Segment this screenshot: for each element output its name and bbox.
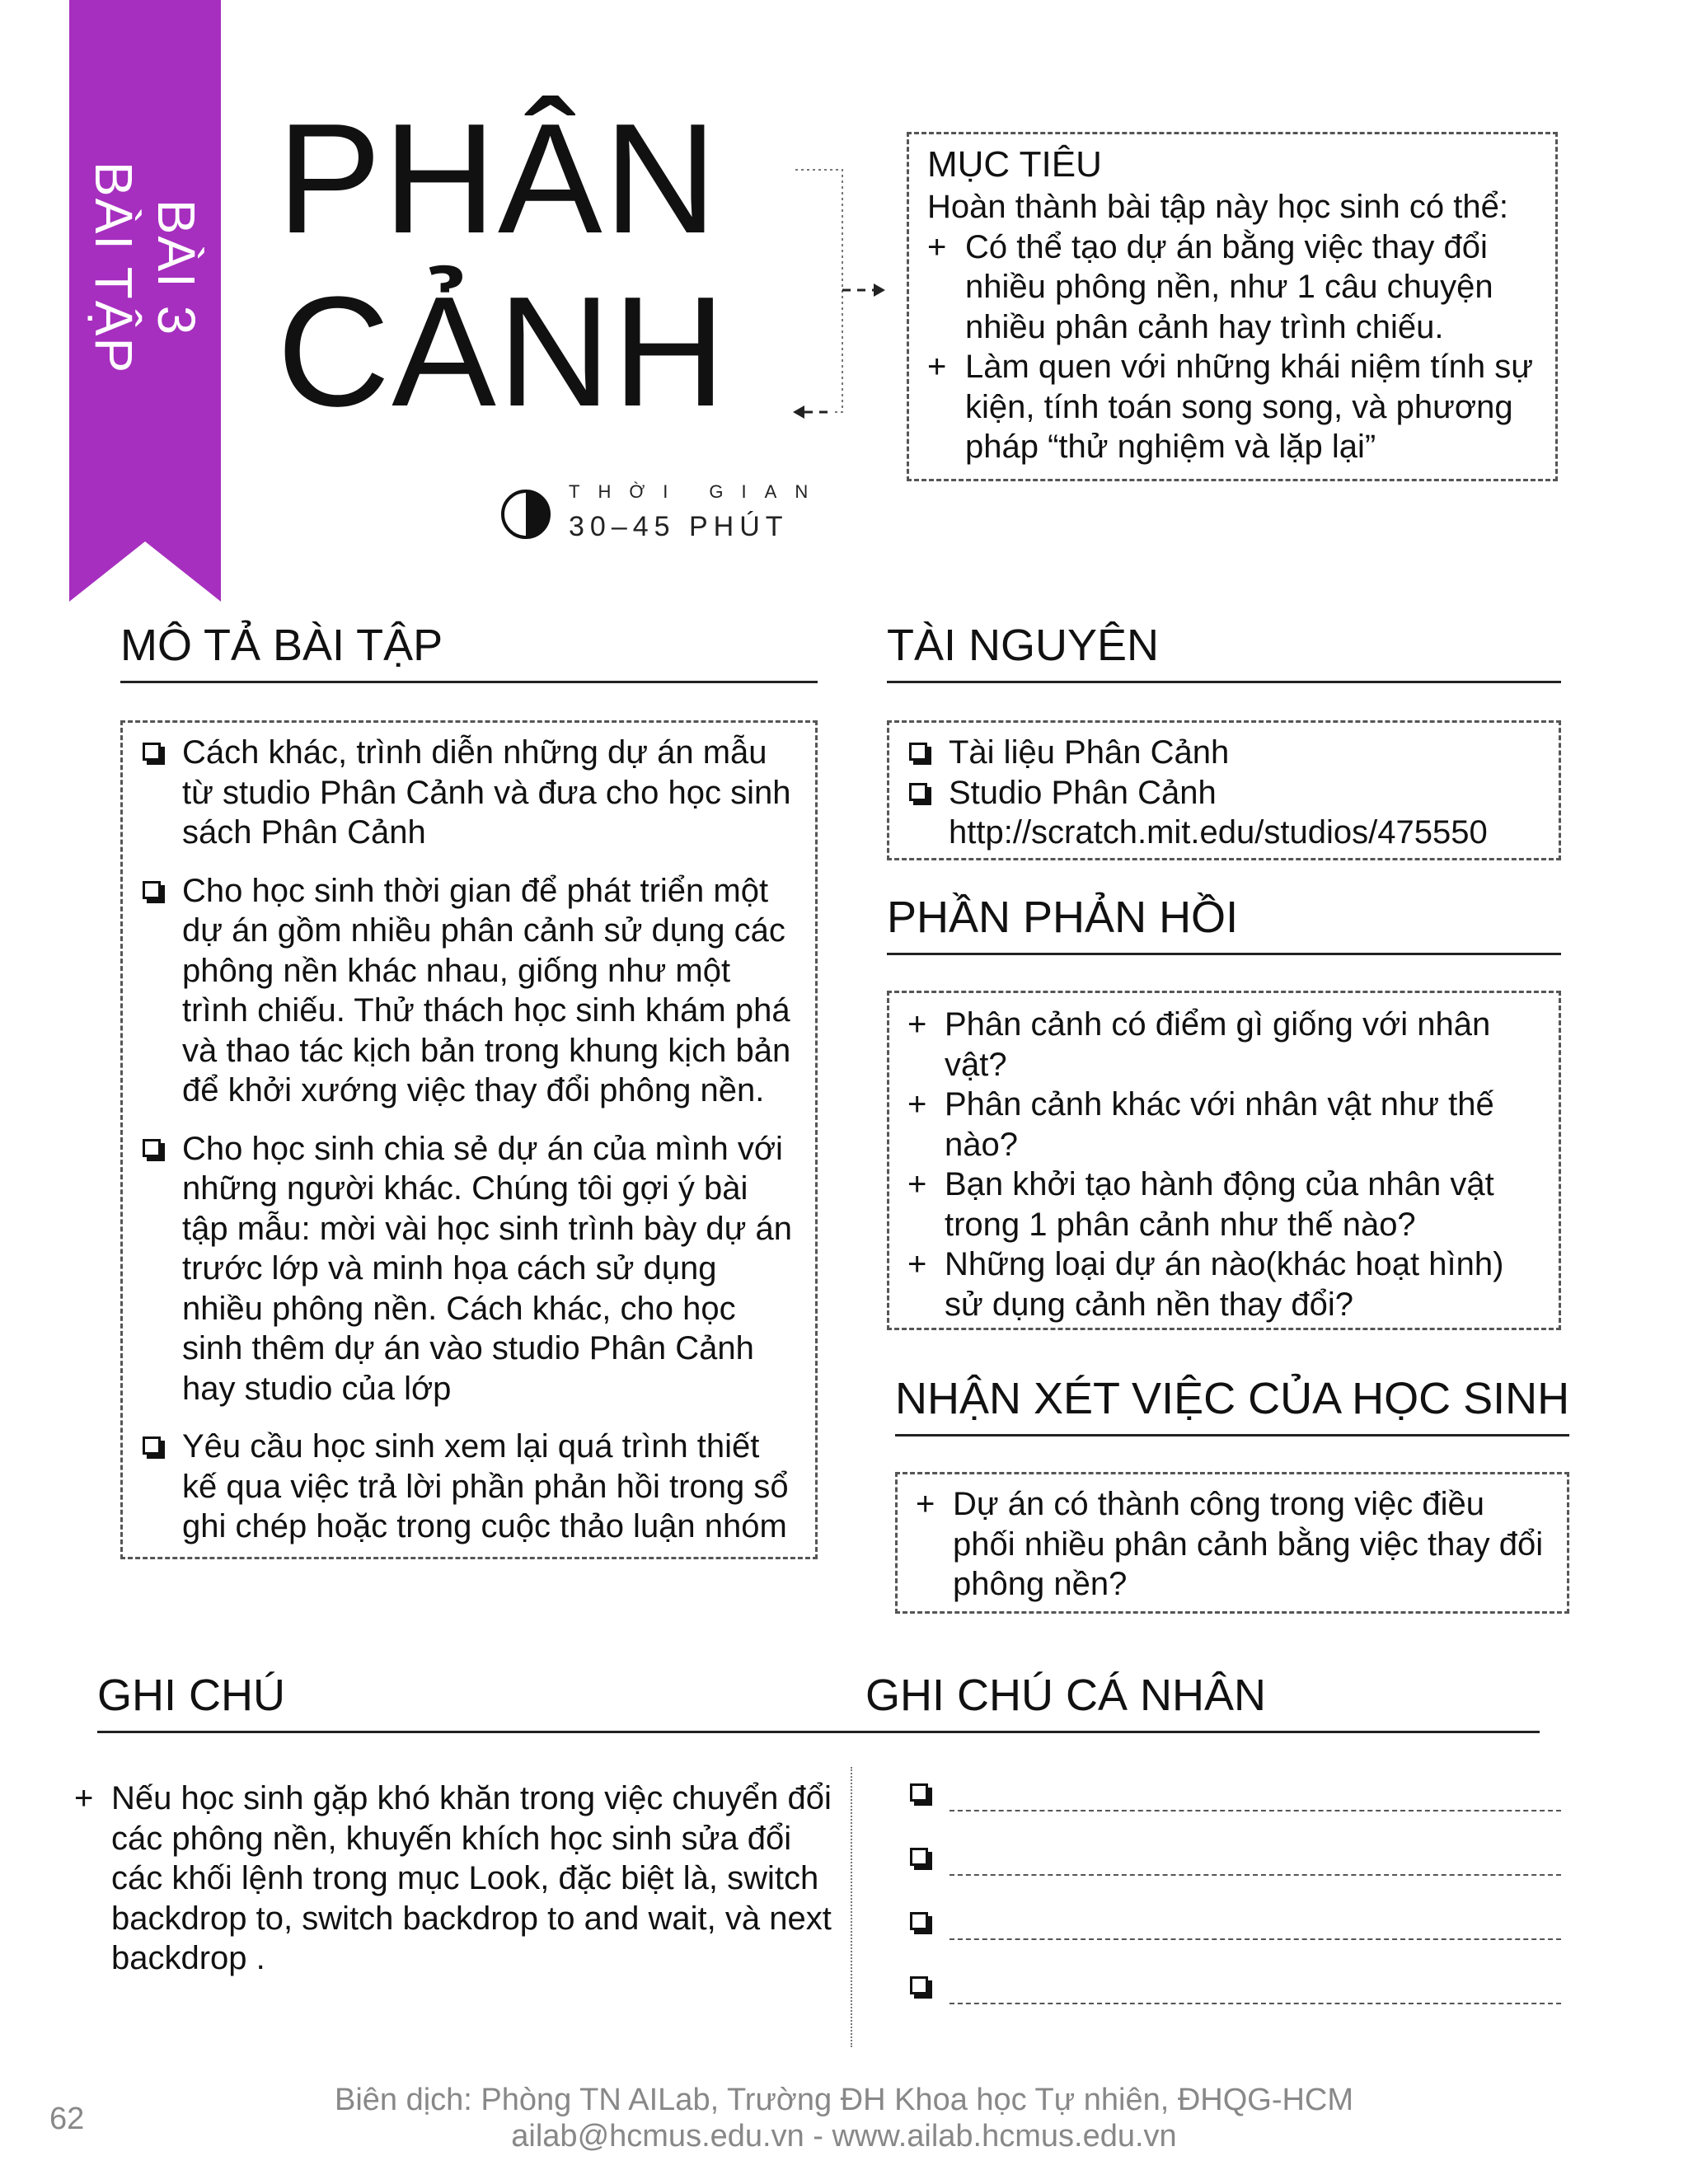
- ribbon-label: [69, 0, 221, 536]
- reflection-box: [887, 991, 1561, 1330]
- objectives-heading: MỤC TIÊU: [927, 144, 1102, 185]
- title-line-2: CẢNH: [277, 265, 728, 439]
- personal-notes-list: [910, 1780, 1561, 2037]
- notes-divider: [851, 1767, 852, 2047]
- student-work-heading: NHẬN XÉT VIỆC CỦA HỌC SINH: [895, 1374, 1570, 1423]
- page-title: [277, 92, 727, 438]
- notes-rule: [97, 1731, 1540, 1733]
- footer-contact: ailab@hcmus.edu.vn - www.ailab.hcmus.edu.vn: [511, 2119, 1177, 2154]
- reflection-item: + Phân cảnh có điểm gì giống với nhân vật?: [907, 1006, 1491, 1083]
- checkbox-icon[interactable]: [910, 1912, 928, 1930]
- description-heading: MÔ TẢ BÀI TẬP: [120, 621, 443, 670]
- personal-note-line[interactable]: [910, 1844, 1561, 1909]
- reflection-rule: [887, 953, 1561, 955]
- resources-box: [887, 720, 1561, 860]
- description-item: Yêu cầu học sinh xem lại quá trình thiết kế qua việc trả lời phần phản hồi trong sổ ghi chép hoặc trong cuộc thảo luận nhóm: [143, 1427, 799, 1547]
- personal-note-line[interactable]: [910, 1780, 1561, 1844]
- student-work-item: + Dự án có thành công trong việc điều phối nhiều phân cảnh bằng việc thay đổi phông nền?: [916, 1486, 1544, 1602]
- checkbox-icon: [909, 783, 927, 801]
- description-item: Cho học sinh chia sẻ dự án của mình với những người khác. Chúng tôi gợi ý bài tập mẫu: mời vài học sinh trình bày dự án trước lớp và minh họa cách sử dụng nhiều phông nền. Cách khác, cho học sinh thêm dự án vào studio Phân Cảnh hay studio của lớp: [143, 1129, 799, 1409]
- time-value: 30–45 PHÚT: [569, 511, 789, 542]
- reflection-heading: PHẦN PHẢN HỒI: [887, 893, 1239, 942]
- description-item: Cho học sinh thời gian để phát triển một dự án gồm nhiều phân cảnh sử dụng các phông nền khác nhau, giống như một trình chiếu. Thử thách học sinh khám phá và thao tác kịch bản trong khung kịch bản để khởi xướng việc thay đổi phông nền.: [143, 871, 799, 1111]
- description-item: Cách khác, trình diễn những dự án mẫu từ studio Phân Cảnh và đưa cho học sinh sách Phân Cảnh: [143, 733, 799, 853]
- objectives-box: [907, 132, 1558, 481]
- checkbox-icon: [143, 1139, 161, 1157]
- footer: [185, 2082, 1503, 2154]
- resource-link[interactable]: http://scratch.mit.edu/studios/475550: [949, 814, 1488, 851]
- resources-rule: [887, 681, 1561, 683]
- checkbox-icon: [143, 743, 161, 761]
- checkbox-icon: [143, 881, 161, 899]
- notes-heading: GHI CHÚ: [97, 1671, 285, 1720]
- ribbon-lesson-type: BÀI TẬP: [84, 161, 143, 375]
- reflection-item: + Bạn khởi tạo hành động của nhân vật trong 1 phân cảnh như thế nào?: [907, 1166, 1494, 1243]
- student-work-box: [895, 1472, 1569, 1614]
- ribbon-lesson-number: BÀI 3: [147, 199, 206, 337]
- personal-note-line[interactable]: [910, 1909, 1561, 1973]
- personal-note-line[interactable]: [910, 1973, 1561, 2037]
- personal-notes-heading: GHI CHÚ CÁ NHÂN: [865, 1671, 1267, 1720]
- checkbox-icon[interactable]: [910, 1976, 928, 1994]
- description-box: [120, 720, 818, 1559]
- description-rule: [120, 681, 818, 683]
- student-work-rule: [895, 1434, 1569, 1436]
- checkbox-icon[interactable]: [910, 1848, 928, 1866]
- checkbox-icon[interactable]: [910, 1783, 928, 1802]
- objectives-intro: Hoàn thành bài tập này học sinh có thể:: [927, 189, 1508, 225]
- footer-credit: Biên dịch: Phòng TN AILab, Trường ĐH Khoa học Tự nhiên, ĐHQG-HCM: [334, 2083, 1354, 2117]
- checkbox-icon: [909, 743, 927, 761]
- resource-item: Studio Phân Cảnh: [909, 773, 1542, 813]
- title-line-1: PHÂN: [277, 91, 719, 266]
- resource-item: Tài liệu Phân Cảnh: [909, 733, 1542, 773]
- notes-item: + Nếu học sinh gặp khó khăn trong việc chuyển đổi các phông nền, khuyến khích học sinh sửa đổi các khối lệnh trong mục Look, đặc biệt là, switch backdrop to, switch backdrop to and wait, và next backdrop .: [74, 1780, 832, 1976]
- reflection-item: + Phân cảnh khác với nhân vật như thế nào?: [907, 1086, 1494, 1163]
- objective-item: + Có thể tạo dự án bằng việc thay đổi nhiều phông nền, như 1 câu chuyện nhiều phân cảnh hay trình chiếu.: [927, 228, 1493, 345]
- resources-heading: TÀI NGUYÊN: [887, 621, 1160, 670]
- half-circle-clock-icon: [499, 488, 552, 541]
- time-label: THỜI GIAN: [569, 481, 827, 502]
- page-number: 62: [49, 2102, 85, 2136]
- notes-box: [74, 1779, 832, 1979]
- connector-arrows: [791, 165, 890, 429]
- objective-item: + Làm quen với những khái niệm tính sự kiện, tính toán song song, và phương pháp “thử nghiệm và lặp lại”: [927, 349, 1534, 465]
- reflection-item: + Những loại dự án nào(khác hoạt hình) sử dụng cảnh nền thay đổi?: [907, 1246, 1504, 1323]
- checkbox-icon: [143, 1436, 161, 1455]
